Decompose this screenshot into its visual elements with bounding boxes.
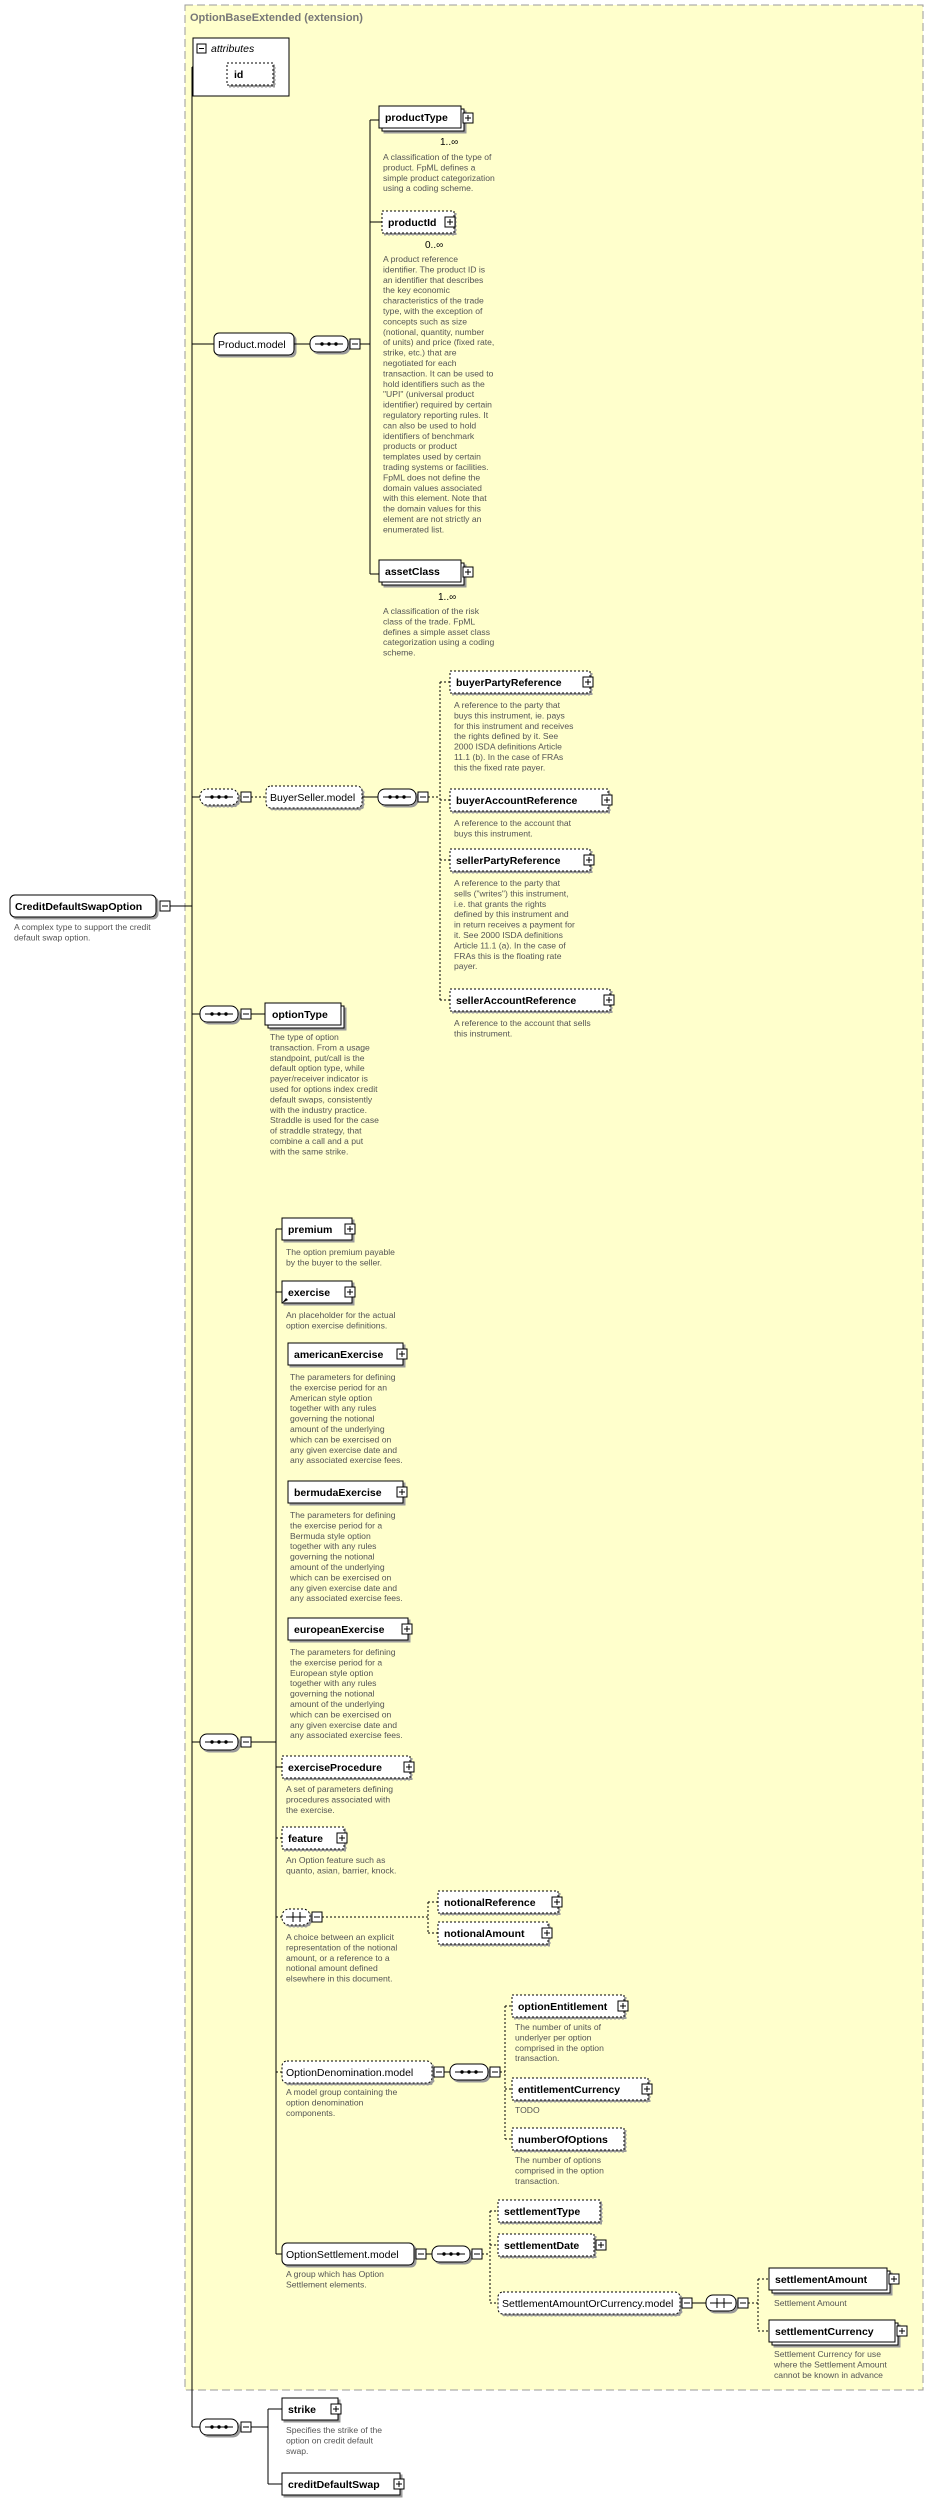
exercise-desc [286,1310,395,1330]
desc-line: characteristics of the trade [383,295,484,306]
desc-line: buys this instrument. [454,828,533,839]
desc-line: standpoint, put/call is the [270,1052,365,1063]
desc-line: The parameters for defining [290,1647,396,1657]
desc-line: any given exercise date and [290,1444,398,1455]
element-strike[interactable] [282,2398,341,2420]
desc-line: the domain values for this [383,503,481,514]
desc-line: A reference to the party that [454,700,561,710]
desc-line: The parameters for defining [290,1510,396,1520]
desc-line: transaction. [515,2053,560,2064]
desc-line: Article 11.1 (a). In the case of [454,940,566,951]
desc-line: buys this instrument, ie. pays [454,710,565,721]
desc-line: payer. [454,961,478,972]
element-sellerAccountReference[interactable] [450,989,614,1011]
element-buyerPartyReference[interactable] [450,671,593,693]
premium-desc [286,1247,395,1267]
element-buyerAccountReference-label: buyerAccountReference [456,795,578,807]
element-productType-label: productType [385,112,448,124]
element-exerciseProcedure-label: exerciseProcedure [288,1762,382,1774]
attribute-id-label: id [234,69,244,81]
desc-line: components. [286,2107,336,2118]
desc-line: an identifier that describes [383,274,484,285]
desc-line: A complex type to support the credit [14,922,151,932]
element-notionalAmount-label: notionalAmount [444,1928,525,1940]
desc-line: A choice between an explicit [286,1932,394,1942]
desc-line: for this instrument and receives [454,720,574,731]
desc-line: used for options index credit [270,1084,378,1094]
element-entitlementCurrency[interactable] [512,2078,652,2100]
option-denomination-label: OptionDenomination.model [286,2067,414,2079]
desc-line: The number of units of [515,2022,601,2032]
desc-line: element are not strictly an [383,513,482,524]
element-optionEntitlement-label: optionEntitlement [518,2001,608,2013]
desc-line: Settlement Currency for use [774,2349,881,2359]
strike-desc [286,2425,382,2456]
element-productId[interactable] [382,211,455,233]
desc-line: FRAs this is the floating rate [454,950,562,961]
element-notionalReference-label: notionalReference [444,1897,536,1909]
element-numberOfOptions-label: numberOfOptions [518,2134,608,2146]
element-notionalAmount[interactable] [438,1922,552,1944]
desc-line: identifier. The product ID is [383,264,486,275]
assetClass-occurrence: 1..∞ [438,592,457,603]
desc-line: any associated exercise fees. [290,1730,403,1741]
desc-line: negotiated for each [383,358,457,368]
desc-line: in return receives a payment for [454,919,575,930]
desc-line: A product reference [383,254,459,264]
element-settlementDate[interactable] [498,2234,606,2256]
desc-line: swap. [286,2445,309,2456]
desc-line: Settlement Amount [774,2298,847,2308]
element-sellerPartyReference[interactable] [450,849,594,871]
desc-line: class of the trade. FpML [383,616,476,627]
desc-line: TODO [515,2105,540,2115]
element-europeanExercise[interactable] [288,1618,412,1640]
settlementAmount-desc [774,2298,847,2308]
element-buyerAccountReference[interactable] [450,789,612,811]
element-settlementType[interactable] [498,2200,600,2222]
extension-title: OptionBaseExtended (extension) [190,12,363,24]
desc-line: comprised in the option [515,2042,604,2053]
desc-line: quanto, asian, barrier, knock. [286,1865,397,1876]
desc-line: governing the notional [290,1413,375,1424]
desc-line: procedures associated with [286,1794,391,1805]
settlement-amount-or-currency-label: SettlementAmountOrCurrency.model [502,2298,674,2310]
element-optionType[interactable] [265,1003,344,1028]
element-settlementAmount-label: settlementAmount [775,2274,868,2286]
desc-line: defined by this instrument and [454,909,569,920]
element-settlementType-label: settlementType [504,2206,581,2218]
desc-line: underlyer per option [515,2032,592,2043]
desc-line: Specifies the strike of the [286,2425,383,2435]
desc-line: enumerated list. [383,524,445,535]
desc-line: with the industry practice. [270,1104,367,1115]
desc-line: any given exercise date and [290,1719,398,1730]
desc-line: strike, etc.) that are [383,347,457,358]
element-assetClass[interactable] [379,560,473,585]
desc-line: the exercise period for an [290,1382,387,1393]
element-creditDefaultSwap-label: creditDefaultSwap [288,2479,380,2491]
desc-line: The type of option [270,1032,339,1042]
element-bermudaExercise-label: bermudaExercise [294,1487,382,1499]
element-settlementCurrency[interactable] [769,2320,907,2345]
attributes-label: attributes [211,43,255,55]
desc-line: elsewhere in this document. [286,1973,393,1984]
element-exercise[interactable] [282,1281,355,1303]
desc-line: defines a simple asset class [383,626,490,637]
element-assetClass-label: assetClass [385,566,440,578]
desc-line: transaction. [515,2175,560,2186]
root-label: CreditDefaultSwapOption [15,901,143,913]
desc-line: 2000 ISDA definitions Article [454,741,562,752]
desc-line: default swap option. [14,932,91,943]
desc-line: option on credit default [286,2435,373,2446]
desc-line: any given exercise date and [290,1582,398,1593]
feature-desc [286,1855,396,1875]
productType-occurrence: 1..∞ [440,137,459,148]
notional-choice-desc [286,1932,397,1984]
desc-line: A classification of the type of [383,152,492,162]
desc-line: Settlement elements. [286,2279,367,2290]
element-premium-label: premium [288,1224,333,1236]
desc-line: (notional, quantity, number [383,326,485,337]
desc-line: transaction. From a usage [270,1042,370,1053]
element-productId-label: productId [388,217,437,229]
desc-line: comprised in the option [515,2165,604,2176]
desc-line: can also be used to hold [383,420,477,431]
element-notionalReference[interactable] [438,1891,562,1913]
desc-line: the rights defined by it. See [454,731,559,742]
buyer-seller-model-label: BuyerSeller.model [270,792,356,804]
desc-line: categorization using a coding [383,637,495,648]
buyerPartyReference-desc [454,700,573,772]
desc-line: identifier) required by certain [383,399,492,410]
desc-line: of straddle strategy, that [270,1125,362,1136]
desc-line: any associated exercise fees. [290,1593,403,1604]
desc-line: scheme. [383,647,416,658]
desc-line: A set of parameters defining [286,1784,394,1794]
desc-line: templates used by certain [383,451,481,462]
desc-line: The number of options [515,2155,601,2165]
desc-line: combine a call and a put [270,1136,364,1146]
desc-line: together with any rules [290,1678,377,1689]
element-americanExercise[interactable] [288,1343,407,1365]
desc-line: the key economic [383,285,450,296]
desc-line: which can be exercised on [290,1709,392,1720]
desc-line: of units) and price (fixed rate, [383,337,495,348]
desc-line: products or product [383,441,458,452]
element-entitlementCurrency-label: entitlementCurrency [518,2084,621,2096]
root-desc [14,922,151,942]
desc-line: A group which has Option [286,2269,384,2279]
product-model-label: Product.model [218,339,286,351]
desc-line: A model group containing the [286,2087,398,2097]
root-element[interactable] [10,895,170,917]
desc-line: with this element. Note that [383,493,487,504]
desc-line: An Option feature such as [286,1855,386,1865]
desc-line: The parameters for defining [290,1372,396,1382]
element-creditDefaultSwap[interactable] [282,2473,404,2495]
desc-line: this instrument. [454,1028,513,1039]
desc-line: An placeholder for the actual [286,1310,396,1320]
desc-line: notional amount defined [286,1963,378,1974]
desc-line: "UPI" (universal product [383,389,475,400]
desc-line: it. See 2000 ISDA definitions [454,930,563,940]
desc-line: hold identifiers such as the [383,378,485,389]
desc-line: option denomination [286,2097,364,2108]
desc-line: type, with the exception of [383,306,483,316]
desc-line: the exercise period for a [290,1520,383,1531]
option-settlement-label: OptionSettlement.model [286,2249,399,2261]
element-bermudaExercise[interactable] [288,1481,407,1503]
desc-line: any associated exercise fees. [290,1455,403,1466]
desc-line: regulatory reporting rules. It [383,410,489,420]
element-americanExercise-label: americanExercise [294,1349,384,1361]
element-sellerPartyReference-label: sellerPartyReference [456,855,561,867]
desc-line: with the same strike. [270,1146,349,1157]
desc-line: amount of the underlying [290,1562,385,1572]
desc-line: domain values associated [383,482,482,493]
desc-line: using a coding scheme. [383,183,474,194]
sellerPartyReference-desc [454,878,575,971]
desc-line: sells ("writes") this instrument, [454,888,569,899]
productId-occurrence: 0..∞ [425,240,444,251]
desc-line: transaction. It can be used to [383,368,494,379]
element-europeanExercise-label: europeanExercise [294,1624,385,1636]
desc-line: trading systems or facilities. [383,461,489,472]
desc-line: American style option [290,1392,373,1403]
desc-line: Bermuda style option [290,1530,371,1541]
element-feature[interactable] [282,1827,347,1849]
element-feature-label: feature [288,1833,324,1845]
desc-line: European style option [290,1667,374,1678]
desc-line: representation of the notional [286,1942,398,1953]
desc-line: which can be exercised on [290,1572,392,1583]
desc-line: A classification of the risk [383,606,480,616]
desc-line: by the buyer to the seller. [286,1257,383,1268]
desc-line: FpML does not define the [383,472,481,483]
desc-line: governing the notional [290,1551,375,1562]
element-numberOfOptions[interactable] [512,2128,624,2150]
desc-line: amount of the underlying [290,1699,385,1709]
desc-line: default option type, while [270,1063,365,1074]
desc-line: i.e. that grants the rights [454,898,547,909]
element-productType[interactable] [379,106,473,131]
settlementCurrency-desc [773,2349,887,2380]
desc-line: the exercise period for a [290,1657,383,1668]
element-exercise-label: exercise [288,1287,331,1299]
desc-line: 11.1 (b). In the case of FRAs [454,752,564,762]
element-optionType-label: optionType [272,1009,328,1021]
desc-line: simple product categorization [383,172,495,183]
desc-line: amount, or a reference to a [286,1952,390,1963]
desc-line: A reference to the account that sells [454,1018,591,1028]
desc-line: identifiers of benchmark [383,430,475,441]
desc-line: together with any rules [290,1541,377,1552]
desc-line: product. FpML defines a [383,162,476,173]
element-settlementCurrency-label: settlementCurrency [775,2326,874,2338]
desc-line: governing the notional [290,1688,375,1699]
desc-line: The option premium payable [286,1247,395,1257]
desc-line: this the fixed rate payer. [454,762,546,773]
element-premium[interactable] [282,1218,355,1240]
entitlementCurrency-desc [515,2105,540,2115]
element-exerciseProcedure[interactable] [282,1756,414,1778]
desc-line: A reference to the party that [454,878,561,888]
desc-line: concepts such as size [383,316,468,327]
desc-line: amount of the underlying [290,1424,385,1434]
desc-line: together with any rules [290,1403,377,1414]
element-buyerPartyReference-label: buyerPartyReference [456,677,562,689]
element-optionEntitlement[interactable] [512,1995,628,2017]
desc-line: cannot be known in advance [774,2369,883,2380]
element-sellerAccountReference-label: sellerAccountReference [456,995,577,1007]
desc-line: payer/receiver indicator is [270,1073,368,1084]
desc-line: A reference to the account that [454,818,572,828]
desc-line: which can be exercised on [290,1434,392,1445]
desc-line: the exercise. [286,1804,335,1815]
optionType-desc [269,1032,379,1156]
element-settlementAmount[interactable] [769,2268,899,2293]
desc-line: option exercise definitions. [286,1320,388,1331]
desc-line: where the Settlement Amount [774,2359,887,2370]
element-settlementDate-label: settlementDate [504,2240,580,2252]
element-strike-label: strike [288,2404,317,2416]
desc-line: default swaps, consistently [270,1094,373,1105]
desc-line: Straddle is used for the case [270,1115,379,1126]
